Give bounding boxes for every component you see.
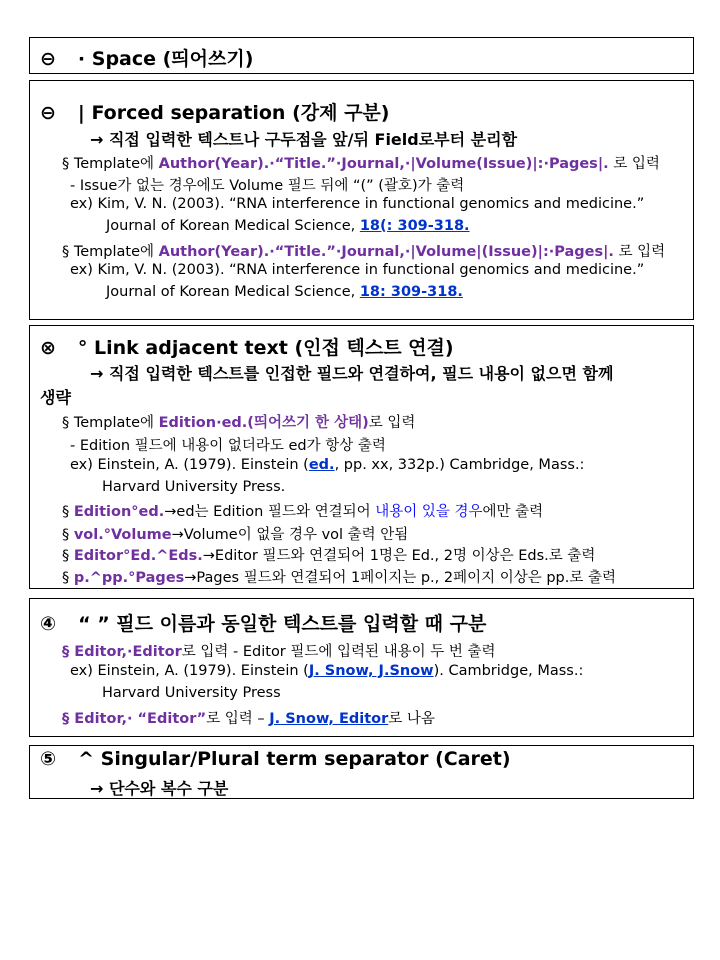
link-adjacent-desc-2: 생략 <box>40 388 71 407</box>
template-code: vol.°Volume <box>73 527 172 543</box>
text: , pp. xx, 332p.) Cambridge, Mass.: <box>334 457 585 473</box>
section-space-title <box>40 44 253 71</box>
rule-pages <box>62 566 616 587</box>
circle-times-icon: ⊗ <box>40 337 56 359</box>
rule-editor <box>62 544 595 565</box>
text: →ed는 Edition 필드와 연결되어 <box>164 504 376 520</box>
note-line: - Edition 필드에 내용이 없더라도 ed가 항상 출력 <box>70 438 386 454</box>
example-line-3: ex) Kim, V. N. (2003). “RNA interference in functional genomics and medicine.” <box>70 262 645 278</box>
circle-minus-icon: ⊖ <box>40 48 56 70</box>
section-caret <box>29 745 694 799</box>
section-forced-separation <box>29 80 694 320</box>
template-line-2 <box>62 707 435 728</box>
example-link[interactable]: 18: 309-318. <box>359 284 463 300</box>
template-code: § Editor,· “Editor” <box>62 711 207 727</box>
example-line-2: Harvard University Press. <box>102 479 286 495</box>
text: § <box>62 527 74 543</box>
circled-four-icon: ④ <box>40 613 57 635</box>
rule-volume <box>62 523 408 544</box>
template-line <box>62 411 415 432</box>
template-code: Edition°ed. <box>73 504 165 520</box>
link-adjacent-desc-1: → 직접 입력한 텍스트를 인접한 필드와 연결하여, 필드 내용이 없으면 함께 <box>90 364 614 383</box>
text: § Template에 <box>62 156 159 172</box>
text: 로 입력 <box>608 156 660 172</box>
quoted-field-title: “ ” 필드 이름과 동일한 텍스트를 입력할 때 구분 <box>78 613 487 635</box>
template-code: Editor°Ed.^Eds. <box>73 548 203 564</box>
text: 로 입력 <box>613 244 666 260</box>
example-link[interactable]: J. Snow, Editor <box>269 711 389 727</box>
text: →Volume이 없을 경우 vol 출력 안됨 <box>171 527 409 543</box>
example-link[interactable]: J. Snow, J.Snow <box>308 663 434 679</box>
section-quoted-field <box>29 598 694 737</box>
space-title: · Space (띄어쓰기) <box>77 48 254 70</box>
example-line-1: ex) Kim, V. N. (2003). “RNA interference in functional genomics and medicine.” <box>70 196 645 212</box>
example-line-2 <box>106 218 470 234</box>
example-line-1 <box>70 457 584 473</box>
forced-separation-heading <box>40 98 389 125</box>
text: § <box>62 570 74 586</box>
template-code: Edition·ed.(띄어쓰기 한 상태) <box>158 415 369 431</box>
example-line-4 <box>106 284 463 300</box>
template-code: § Editor,·Editor <box>62 644 182 660</box>
template-code: Author(Year).·“Title.”·Journal,·|Volume|(Issue)|:·Pages|. <box>158 244 614 260</box>
text: ex) Einstein, A. (1979). Einstein ( <box>70 663 309 679</box>
text: 로 입력 – <box>206 711 270 727</box>
forced-separation-title: | Forced separation (강제 구분) <box>77 102 390 124</box>
example-line-2: Harvard University Press <box>102 685 281 701</box>
example-line-1 <box>70 663 583 679</box>
text: 로 나옴 <box>388 711 435 727</box>
text: 에만 출력 <box>482 504 544 520</box>
circled-five-icon: ⑤ <box>40 748 57 770</box>
template-code: Author(Year).·“Title.”·Journal,·|Volume(Issue)|:·Pages|. <box>158 156 609 172</box>
forced-separation-desc: → 직접 입력한 텍스트나 구두점을 앞/뒤 Field로부터 분리함 <box>90 130 518 149</box>
text: § Template에 <box>62 244 159 260</box>
text: § Template에 <box>62 415 159 431</box>
highlight-text: 내용이 있을 경우 <box>375 504 483 520</box>
circle-minus-icon: ⊖ <box>40 102 56 124</box>
text: →Pages 필드와 연결되어 1페이지는 p., 2페이지 이상은 pp.로 출력 <box>184 570 616 586</box>
text: § <box>62 548 74 564</box>
example-link[interactable]: ed. <box>308 457 335 473</box>
template-line-2 <box>62 240 665 261</box>
text: →Editor 필드와 연결되어 1명은 Ed., 2명 이상은 Eds.로 출력 <box>202 548 596 564</box>
text: Journal of Korean Medical Science, <box>106 218 360 234</box>
note-line: - Issue가 없는 경우에도 Volume 필드 뒤에 “(” (괄호)가 출력 <box>70 178 465 194</box>
link-adjacent-heading <box>40 333 454 360</box>
example-link[interactable]: 18(: 309-318. <box>359 218 470 234</box>
caret-heading <box>40 748 511 770</box>
caret-desc: → 단수와 복수 구분 <box>90 779 229 798</box>
link-adjacent-title: ° Link adjacent text (인접 텍스트 연결) <box>77 337 454 359</box>
template-line-1 <box>62 640 496 661</box>
text: ex) Einstein, A. (1979). Einstein ( <box>70 457 309 473</box>
section-link-adjacent <box>29 325 694 589</box>
template-line-1 <box>62 152 660 173</box>
template-code: p.^pp.°Pages <box>73 570 185 586</box>
section-space <box>29 37 694 74</box>
text: ). Cambridge, Mass.: <box>433 663 584 679</box>
caret-title: ^ Singular/Plural term separator (Caret) <box>78 748 511 770</box>
text: 로 입력 <box>368 415 416 431</box>
text: 로 입력 - Editor 필드에 입력된 내용이 두 번 출력 <box>181 644 496 660</box>
quoted-field-heading <box>40 609 486 636</box>
rule-edition <box>62 500 543 521</box>
text: Journal of Korean Medical Science, <box>106 284 360 300</box>
text: § <box>62 504 74 520</box>
